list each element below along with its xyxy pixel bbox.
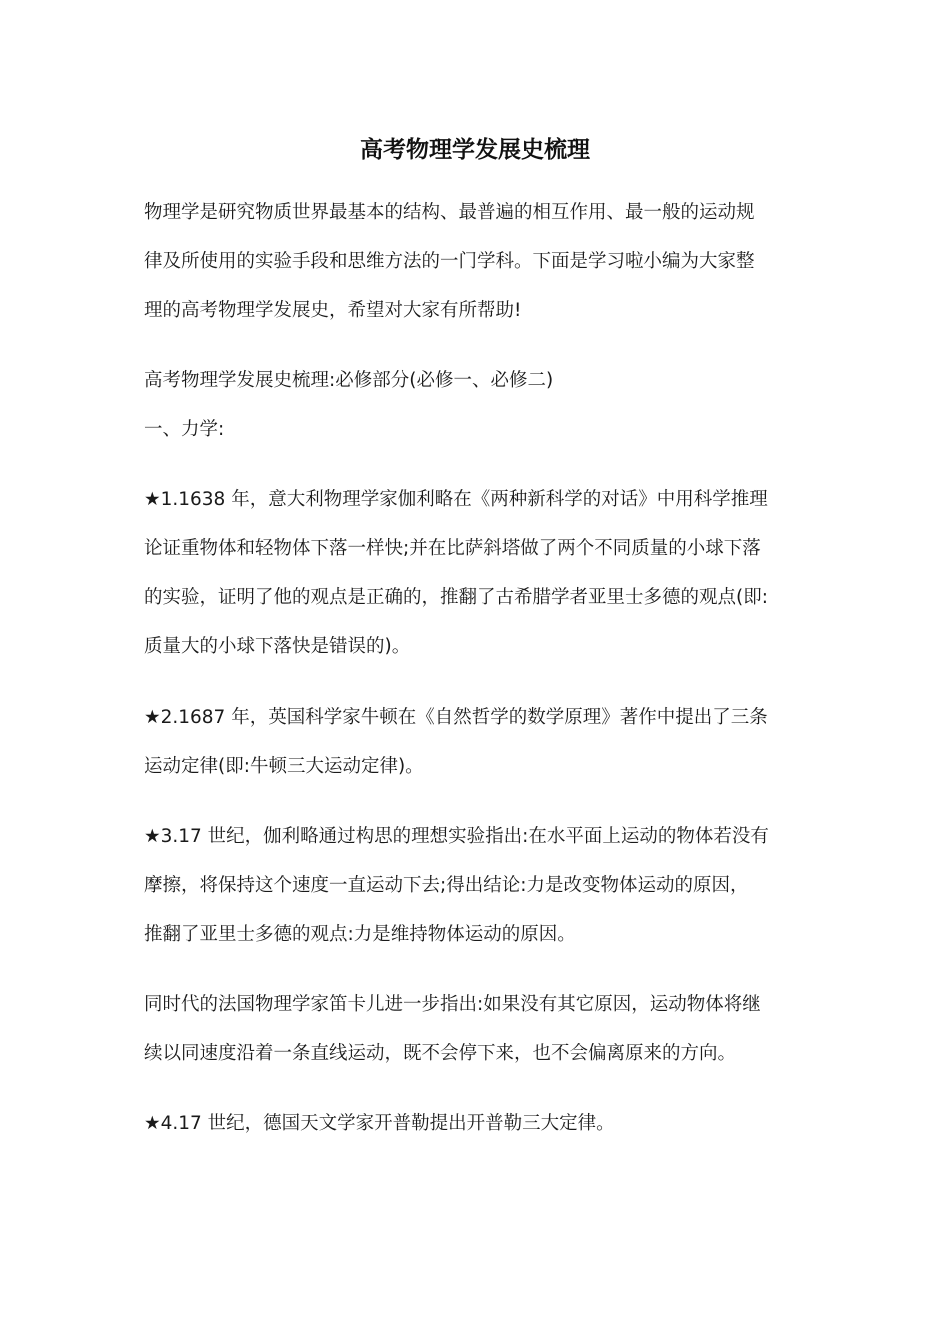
item1-line-3: 的实验，证明了他的观点是正确的，推翻了古希腊学者亚里士多德的观点(即: <box>144 587 768 608</box>
intro-line-1: 物理学是研究物质世界最基本的结构、最普遍的相互作用、最一般的运动规 <box>144 202 755 223</box>
subsection-heading: 一、力学: <box>144 419 225 440</box>
intro-line-2: 律及所使用的实验手段和思维方法的一门学科。下面是学习啦小编为大家整 <box>144 251 755 272</box>
item2-line-2: 运动定律(即:牛顿三大运动定律)。 <box>144 756 424 777</box>
item1-line-1: ★1.1638 年，意大利物理学家伽利略在《两种新科学的对话》中用科学推理 <box>144 489 768 510</box>
intro-line-3: 理的高考物理学发展史，希望对大家有所帮助! <box>144 300 522 321</box>
item2-line-1: ★2.1687 年，英国科学家牛顿在《自然哲学的数学原理》著作中提出了三条 <box>144 707 768 728</box>
item3-line-2: 摩擦，将保持这个速度一直运动下去;得出结论:力是改变物体运动的原因， <box>144 875 749 896</box>
item3-line-3: 推翻了亚里士多德的观点:力是维持物体运动的原因。 <box>144 924 576 945</box>
descartes-line-2: 续以同速度沿着一条直线运动，既不会停下来，也不会偏离原来的方向。 <box>144 1043 737 1064</box>
section-heading: 高考物理学发展史梳理:必修部分(必修一、必修二) <box>144 370 554 391</box>
descartes-line-1: 同时代的法国物理学家笛卡儿进一步指出:如果没有其它原因，运动物体将继 <box>144 994 761 1015</box>
item3-line-1: ★3.17 世纪，伽利略通过构思的理想实验指出:在水平面上运动的物体若没有 <box>144 826 769 847</box>
item1-line-2: 论证重物体和轻物体下落一样快;并在比萨斜塔做了两个不同质量的小球下落 <box>144 538 761 559</box>
page-title: 高考物理学发展史梳理 <box>360 137 590 163</box>
item1-line-4: 质量大的小球下落快是错误的)。 <box>144 636 411 657</box>
item4-line-1: ★4.17 世纪，德国天文学家开普勒提出开普勒三大定律。 <box>144 1113 615 1134</box>
